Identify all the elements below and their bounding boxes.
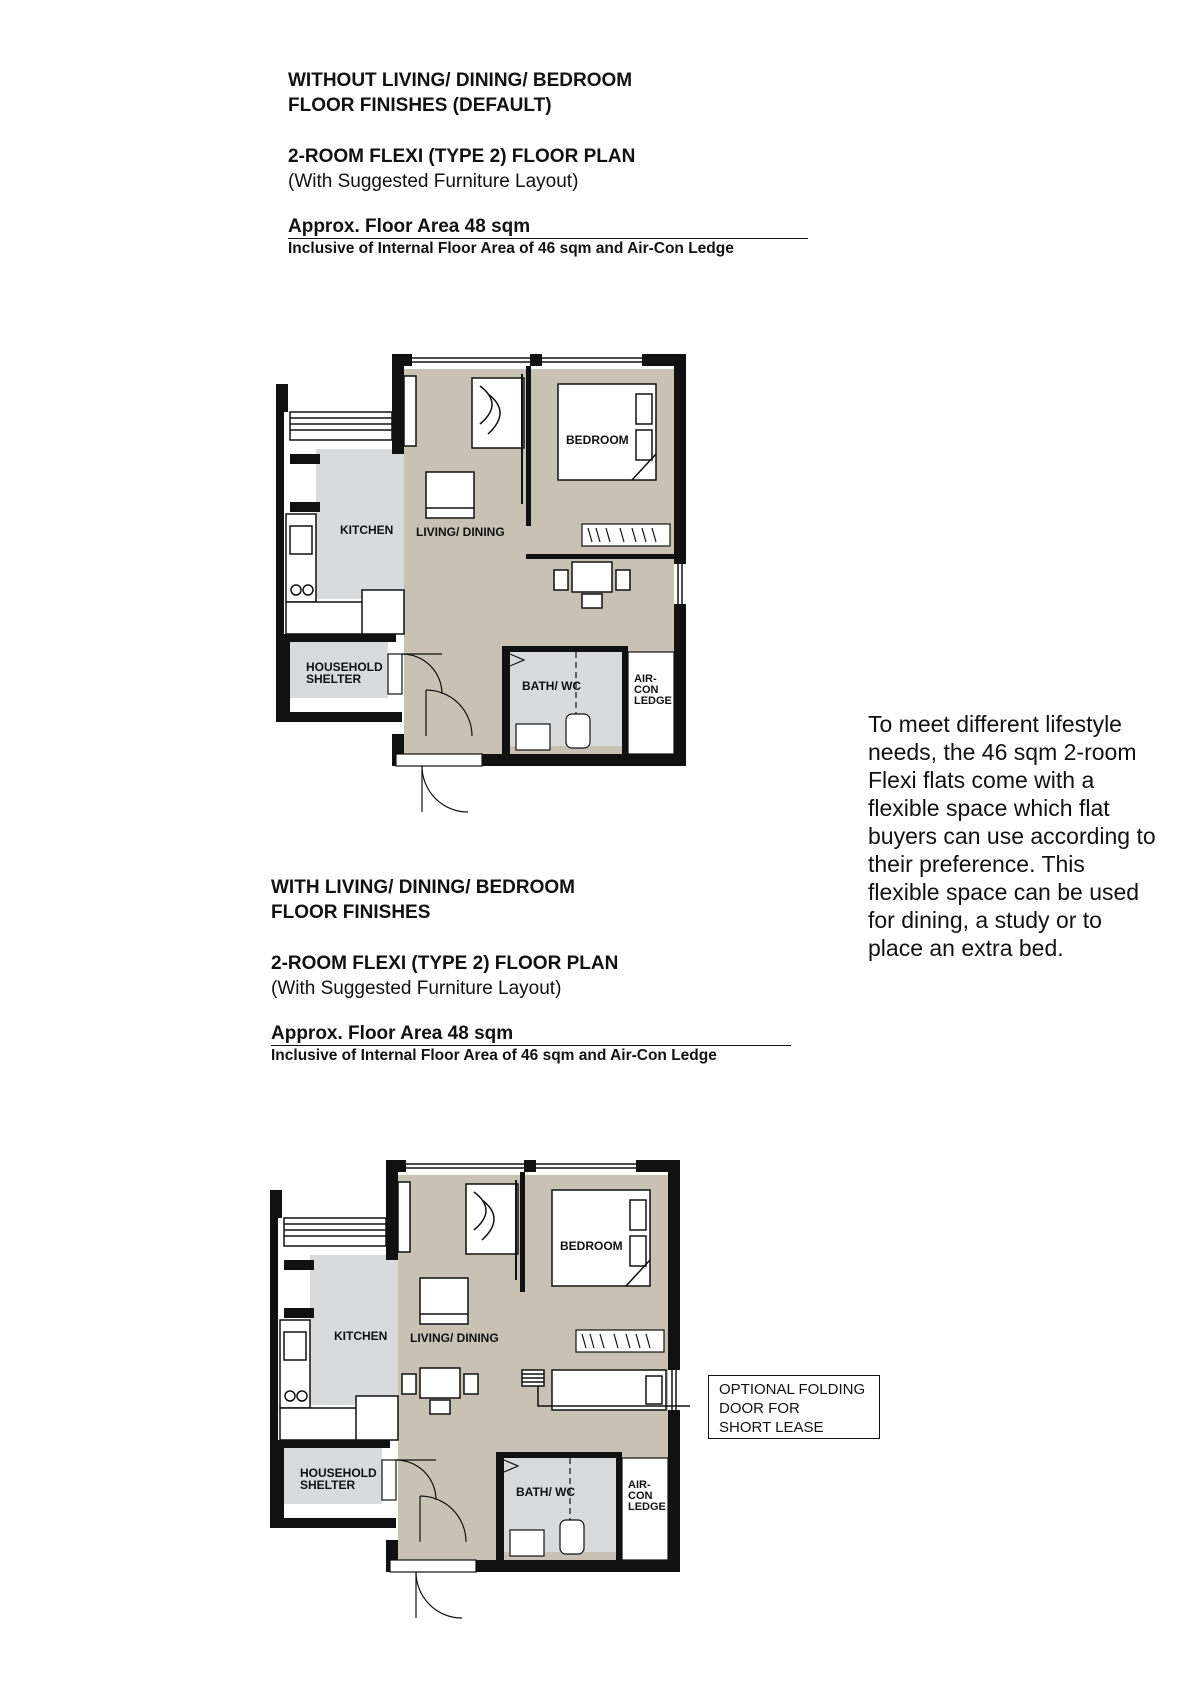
plan1-subtitle: (With Suggested Furniture Layout) — [288, 171, 579, 192]
plan1-ac-label-3: LEDGE — [634, 695, 672, 707]
plan2-area: Approx. Floor Area 48 sqm — [271, 1023, 791, 1046]
plan1-wardrobe — [582, 524, 670, 546]
plan2-ac-label-3: LEDGE — [628, 1501, 666, 1513]
plan2-inclusive: Inclusive of Internal Floor Area of 46 sqm and Air-Con Ledge — [271, 1047, 717, 1064]
plan1-service-yard-rack — [290, 412, 392, 440]
plan1-title: 2-ROOM FLEXI (TYPE 2) FLOOR PLAN — [288, 146, 636, 167]
plan1-sofa — [472, 378, 524, 448]
plan2-sofa — [466, 1184, 518, 1254]
plan2-callout-line3: SHORT LEASE — [719, 1419, 824, 1436]
plan1-bedroom-label: BEDROOM — [566, 433, 629, 447]
plan2-floor-plan — [270, 1160, 690, 1620]
plan2-service-yard-rack — [284, 1218, 386, 1246]
plan1-armchair — [426, 472, 474, 518]
plan2-text-block — [271, 875, 791, 1066]
plan1-ac-label-2: CON — [634, 684, 659, 696]
plan2-callout-box — [708, 1375, 880, 1439]
plan2-title: 2-ROOM FLEXI (TYPE 2) FLOOR PLAN — [271, 953, 619, 974]
description-text: To meet different lifestyle needs, the 46 sqm 2-room Flexi flats come with a flexible space which flat buyers can use according to their preference. This flexible space can be used for dining, a study or to place an extra bed. — [868, 711, 1156, 961]
plan2-folding-door — [522, 1370, 544, 1386]
plan2-heading-line2: FLOOR FINISHES — [271, 902, 431, 923]
plan2-subtitle: (With Suggested Furniture Layout) — [271, 978, 562, 999]
plan2-bath-label: BATH/ WC — [516, 1485, 576, 1499]
plan1-heading-line2: FLOOR FINISHES (DEFAULT) — [288, 95, 552, 116]
plan1-text-block — [288, 68, 808, 259]
plan2-bedroom-label: BEDROOM — [560, 1239, 623, 1253]
plan2-wardrobe — [576, 1330, 664, 1352]
plan2-callout-line1: OPTIONAL FOLDING — [719, 1381, 866, 1398]
plan1-kitchen-label: KITCHEN — [340, 523, 394, 537]
plan2-extra-bed — [552, 1370, 666, 1410]
plan2-callout-line2: DOOR FOR — [719, 1400, 800, 1417]
plan1-bed — [558, 384, 656, 480]
plan1-inclusive: Inclusive of Internal Floor Area of 46 sqm and Air-Con Ledge — [288, 240, 734, 257]
plan1-area: Approx. Floor Area 48 sqm — [288, 216, 808, 239]
plan1-ac-label-1: AIR- — [634, 673, 657, 685]
plan1-living-label: LIVING/ DINING — [416, 525, 505, 539]
plan1-bath-label: BATH/ WC — [522, 679, 582, 693]
plan2-shelter-label-1: HOUSEHOLD — [300, 1466, 377, 1480]
plan2-armchair — [420, 1278, 468, 1324]
plan1-heading-line1: WITHOUT LIVING/ DINING/ BEDROOM — [288, 70, 633, 91]
plan2-heading-line1: WITH LIVING/ DINING/ BEDROOM — [271, 877, 575, 898]
plan2-shelter-label-2: SHELTER — [300, 1478, 356, 1492]
plan1-shelter-label-1: HOUSEHOLD — [306, 660, 383, 674]
plan2-ac-label-2: CON — [628, 1490, 653, 1502]
plan2-kitchen-label: KITCHEN — [334, 1329, 388, 1343]
plan1-floor-plan — [276, 354, 696, 814]
plan2-living-label: LIVING/ DINING — [410, 1331, 499, 1345]
plan1-shelter-label-2: SHELTER — [306, 672, 362, 686]
plan2-bed — [552, 1190, 650, 1286]
plan2-ac-label-1: AIR- — [628, 1479, 651, 1491]
